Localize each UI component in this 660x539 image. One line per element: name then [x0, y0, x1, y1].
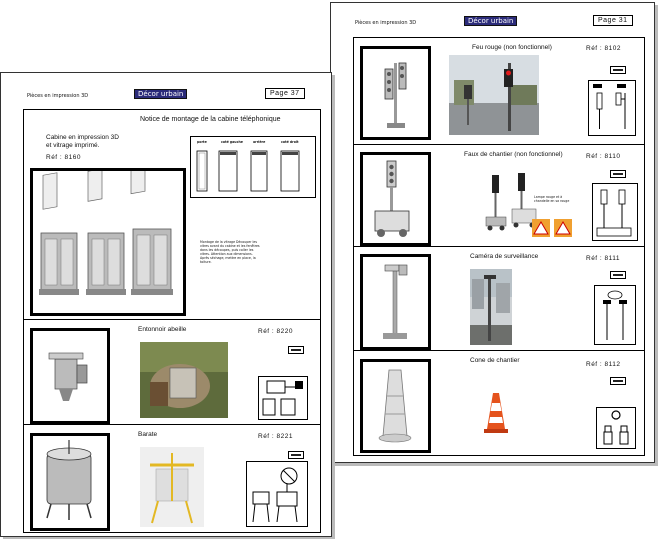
- catalog-page-31: [330, 2, 655, 463]
- scale-tag: [288, 451, 304, 459]
- product-section-cabine: [23, 109, 321, 321]
- page-header-left: Pièces en impression 3D: [27, 93, 89, 99]
- product-section-feu-rouge: [353, 37, 645, 146]
- product-title: Faux de chantier (non fonctionnel): [464, 151, 563, 158]
- product-section-entonnoir: [23, 319, 321, 426]
- product-render-frame: [360, 359, 431, 453]
- cabin-title-line1: Cabine en impression 3D: [46, 134, 119, 141]
- product-section-cone: [353, 350, 645, 456]
- cabin-title-line2: et vitrage imprimé.: [46, 142, 100, 149]
- technical-drawing: [588, 80, 636, 136]
- traffic-light-render-icon: [363, 49, 428, 137]
- scale-tag: [610, 66, 626, 74]
- scale-tag: [610, 377, 626, 385]
- product-reference: Réf : 8110: [586, 153, 621, 160]
- technical-drawing: [592, 183, 638, 241]
- product-note: Lampe rouge et à chandelle en sa rouge: [534, 195, 570, 203]
- camera-render-icon: [363, 257, 428, 347]
- product-reference: Réf : 8220: [258, 328, 293, 335]
- product-section-camera: [353, 246, 645, 352]
- technical-drawing: [594, 285, 636, 345]
- brand-logo: Décor urbain: [134, 89, 187, 99]
- site-light-render-icon: [363, 155, 428, 243]
- funnel-render-icon: [33, 331, 107, 421]
- cone-render-icon: [363, 362, 428, 450]
- brand-logo: Décor urbain: [464, 16, 517, 26]
- panel-label-cote-gauche: coté gauche: [221, 140, 243, 144]
- page-number: Page 31: [593, 15, 633, 26]
- product-section-feu-chantier: [353, 144, 645, 248]
- product-title: Entonnoir abeille: [138, 326, 187, 333]
- product-reference: Réf : 8102: [586, 45, 621, 52]
- scale-tag: [610, 271, 626, 279]
- product-render-frame: [360, 46, 431, 140]
- product-reference: Réf : 8111: [586, 255, 621, 262]
- panel-label-porte: porte: [197, 140, 207, 144]
- product-reference: Réf : 8160: [46, 154, 81, 161]
- product-render-frame: [30, 328, 110, 424]
- traffic-cone-photo-icon: [484, 391, 508, 435]
- product-title: Feu rouge (non fonctionnel): [472, 44, 552, 51]
- product-render-frame: [360, 152, 431, 246]
- panel-label-arriere: arrière: [253, 140, 266, 144]
- scale-tag: [610, 170, 626, 178]
- glazing-panels-chart: [190, 136, 316, 198]
- technical-drawing: [246, 461, 308, 527]
- assembly-instructions: Montage de la vitrage Découper les vitres avant du cabine et les fenêtres dans les découpes, puis coller les vitres. Attention aux dimensions. Après séchage, mettre en place, la toiture.: [200, 240, 260, 264]
- page-header-left: Pièces en impression 3D: [355, 20, 417, 26]
- notice-title: Notice de montage de la cabine téléphonique: [140, 116, 281, 123]
- churn-render-icon: [33, 436, 107, 528]
- cabin-assembly-frame: [30, 168, 186, 316]
- product-render-frame: [360, 254, 431, 350]
- product-section-barate: [23, 424, 321, 533]
- product-photo: [140, 447, 204, 527]
- catalog-page-37: [0, 72, 332, 537]
- product-reference: Réf : 8112: [586, 361, 621, 368]
- panel-label-cote-droit: coté droit: [281, 140, 299, 144]
- product-reference: Réf : 8221: [258, 433, 293, 440]
- scale-tag: [288, 346, 304, 354]
- cabin-assembly-render-icon: [33, 171, 183, 313]
- product-render-frame: [30, 433, 110, 531]
- warning-sign-icon: [532, 219, 574, 239]
- product-title: Caméra de surveillance: [470, 253, 539, 260]
- product-title: Cone de chantier: [470, 357, 520, 364]
- product-photo: [140, 342, 228, 418]
- technical-drawing: [596, 407, 636, 449]
- product-photo: [470, 269, 512, 345]
- product-title: Barate: [138, 431, 158, 438]
- page-number: Page 37: [265, 88, 305, 99]
- product-photo: [449, 55, 539, 135]
- technical-drawing: [258, 376, 308, 420]
